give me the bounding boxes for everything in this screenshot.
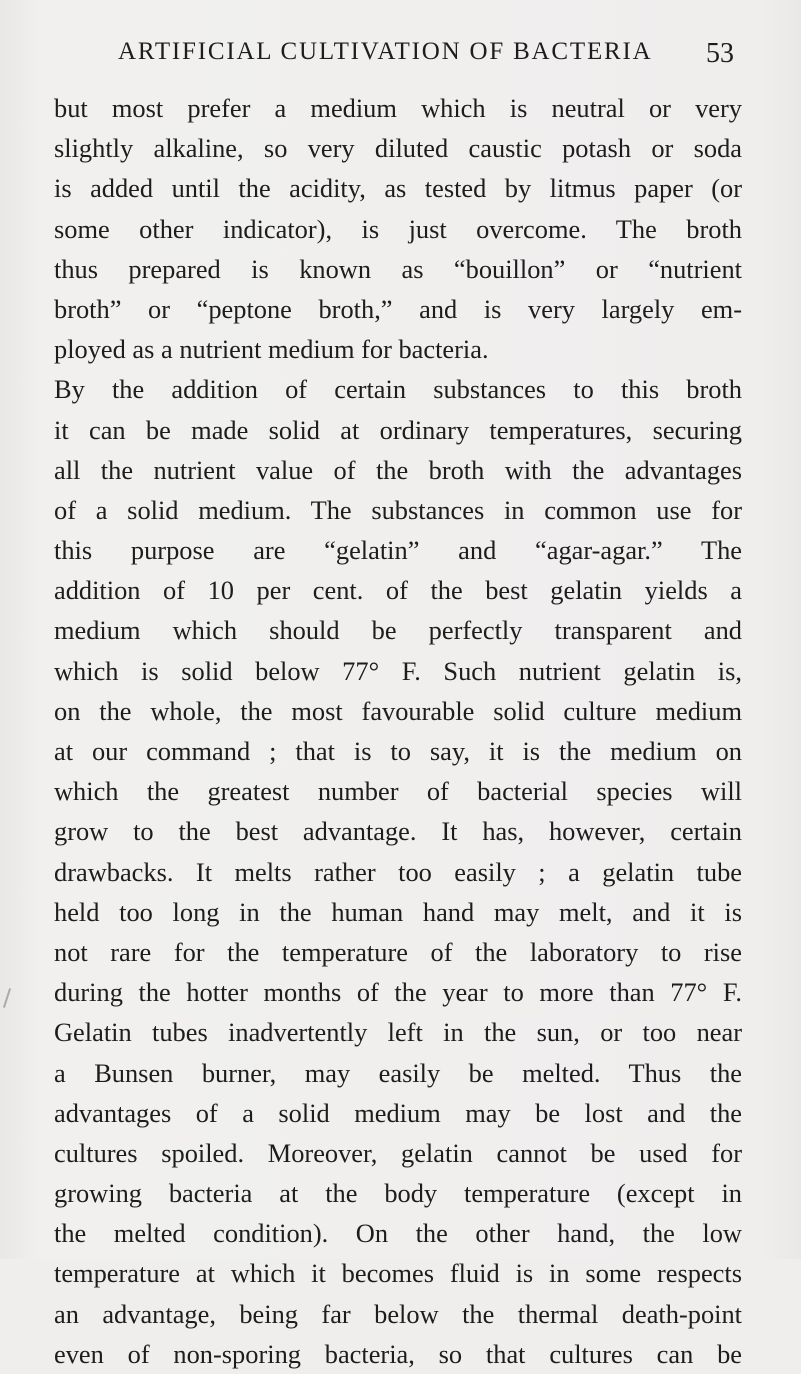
- text-line: temperature at which it becomes fluid is in some respects: [54, 1258, 742, 1289]
- text-line: it can be made solid at ordinary temperatures, securing: [54, 414, 742, 445]
- text-line: medium which should be perfectly transparent and: [54, 615, 742, 646]
- text-line: grow to the best advantage. It has, however, certain: [54, 816, 742, 847]
- text-line: growing bacteria at the body temperature (except in: [54, 1178, 742, 1209]
- page-number: 53: [706, 38, 734, 69]
- text-line: during the hotter months of the year to more than 77° F.: [54, 977, 742, 1008]
- text-line: Gelatin tubes inadvertently left in the sun, or too near: [54, 1017, 742, 1048]
- text-line: a Bunsen burner, may easily be melted. Thus the: [54, 1057, 742, 1088]
- text-line: on the whole, the most favourable solid culture medium: [54, 695, 742, 726]
- text-line: an advantage, being far below the thermal death-point: [54, 1298, 742, 1329]
- text-line: ployed as a nutrient medium for bacteria.: [54, 334, 489, 365]
- text-line: the melted condition). On the other hand, the low: [54, 1218, 742, 1249]
- text-line: drawbacks. It melts rather too easily ; a gelatin tube: [54, 856, 742, 887]
- text-line: but most prefer a medium which is neutral or very: [54, 93, 742, 123]
- text-line: broth” or “peptone broth,” and is very largely em-: [54, 293, 742, 324]
- text-line: is added until the acidity, as tested by litmus paper (or: [54, 173, 742, 204]
- text-line: even of non-sporing bacteria, so that cultures can be: [54, 1338, 742, 1369]
- text-line: thus prepared is known as “bouillon” or “nutrient: [54, 253, 742, 284]
- text-line: which the greatest number of bacterial species will: [54, 776, 742, 807]
- text-line: some other indicator), is just overcome. The broth: [54, 213, 742, 244]
- text-line: addition of 10 per cent. of the best gelatin yields a: [54, 575, 742, 606]
- text-line: held too long in the human hand may melt, and it is: [54, 896, 742, 927]
- text-line: not rare for the temperature of the laboratory to rise: [54, 936, 742, 967]
- text-line: of a solid medium. The substances in common use for: [54, 494, 742, 525]
- margin-mark: [3, 988, 11, 1008]
- text-line: at our command ; that is to say, it is the medium on: [54, 736, 742, 766]
- body-text: [54, 88, 742, 1374]
- text-line: cultures spoiled. Moreover, gelatin cannot be used for: [54, 1137, 742, 1168]
- page-header: [118, 38, 734, 78]
- text-line: slightly alkaline, so very diluted caustic potash or soda: [54, 133, 742, 164]
- text-line: this purpose are “gelatin” and “agar-agar.” The: [54, 535, 742, 566]
- text-line: all the nutrient value of the broth with the advantages: [54, 454, 742, 485]
- running-head: ARTIFICIAL CULTIVATION OF BACTERIA: [118, 38, 653, 65]
- text-line: advantages of a solid medium may be lost and the: [54, 1097, 742, 1128]
- text-line: which is solid below 77° F. Such nutrient gelatin is,: [54, 655, 742, 686]
- text-line: By the addition of certain substances to this broth: [54, 374, 742, 405]
